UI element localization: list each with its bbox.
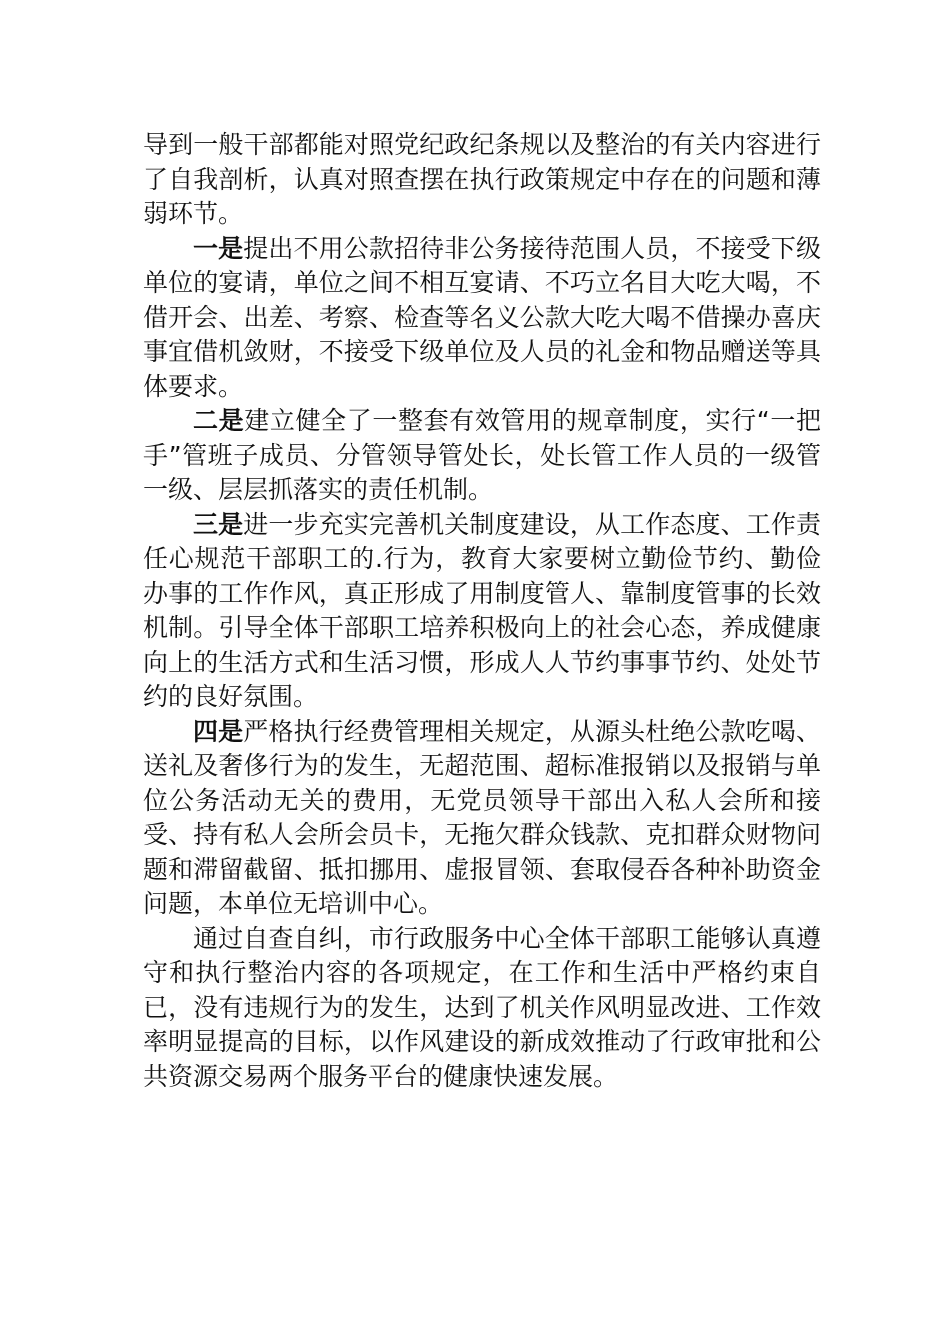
paragraph-text: 进一步充实完善机关制度建设，从工作态度、工作责任心规范干部职工的.行为，教育大家要树立勤俭节约、勤俭办事的工作作风，真正形成了用制度管人、靠制度管事的长效机制。引导全体干部职工培养积极向上的社会心态，养成健康向上的生活方式和生活习惯，形成人人节约事事节约、处处节约的良好氛围。 xyxy=(143,509,821,711)
paragraph-point-two xyxy=(143,404,821,508)
paragraph-text: 提出不用公款招待非公务接待范围人员，不接受下级单位的宴请，单位之间不相互宴请、不巧立名目大吃大喝，不借开会、出差、考察、检查等名义公款大吃大喝不借操办喜庆事宜借机敛财，不接受下级单位及人员的礼金和物品赠送等具体要求。 xyxy=(143,233,821,401)
paragraph-text: 导到一般干部都能对照党纪政纪条规以及整治的有关内容进行了自我剖析，认真对照查摆在执行政策规定中存在的问题和薄弱环节。 xyxy=(143,130,821,228)
paragraph-lead: 三是 xyxy=(193,509,244,539)
paragraph-lead: 四是 xyxy=(193,716,244,746)
paragraph-conclusion xyxy=(143,922,821,1095)
paragraph-lead: 一是 xyxy=(193,233,244,263)
paragraph-text: 通过自查自纠，市行政服务中心全体干部职工能够认真遵守和执行整治内容的各项规定，在工作和生活中严格约束自已，没有违规行为的发生，达到了机关作风明显改进、工作效率明显提高的目标，以作风建设的新成效推动了行政审批和公共资源交易两个服务平台的健康快速发展。 xyxy=(143,923,821,1091)
paragraph-point-three xyxy=(143,508,821,715)
document-body xyxy=(143,128,821,1094)
paragraph-point-four xyxy=(143,715,821,922)
paragraph-text: 严格执行经费管理相关规定，从源头杜绝公款吃喝、送礼及奢侈行为的发生，无超范围、超标准报销以及报销与单位公务活动无关的费用，无党员领导干部出入私人会所和接受、持有私人会所会员卡，无拖欠群众钱款、克扣群众财物问题和滞留截留、抵扣挪用、虚报冒领、套取侵吞各种补助资金问题，本单位无培训中心。 xyxy=(143,716,821,918)
paragraph-text: 建立健全了一整套有效管用的规章制度，实行“一把手”管班子成员、分管领导管处长，处长管工作人员的一级管一级、层层抓落实的责任机制。 xyxy=(143,406,821,504)
paragraph-point-one xyxy=(143,232,821,405)
paragraph-lead: 二是 xyxy=(193,406,245,435)
paragraph-continuation xyxy=(143,128,821,232)
